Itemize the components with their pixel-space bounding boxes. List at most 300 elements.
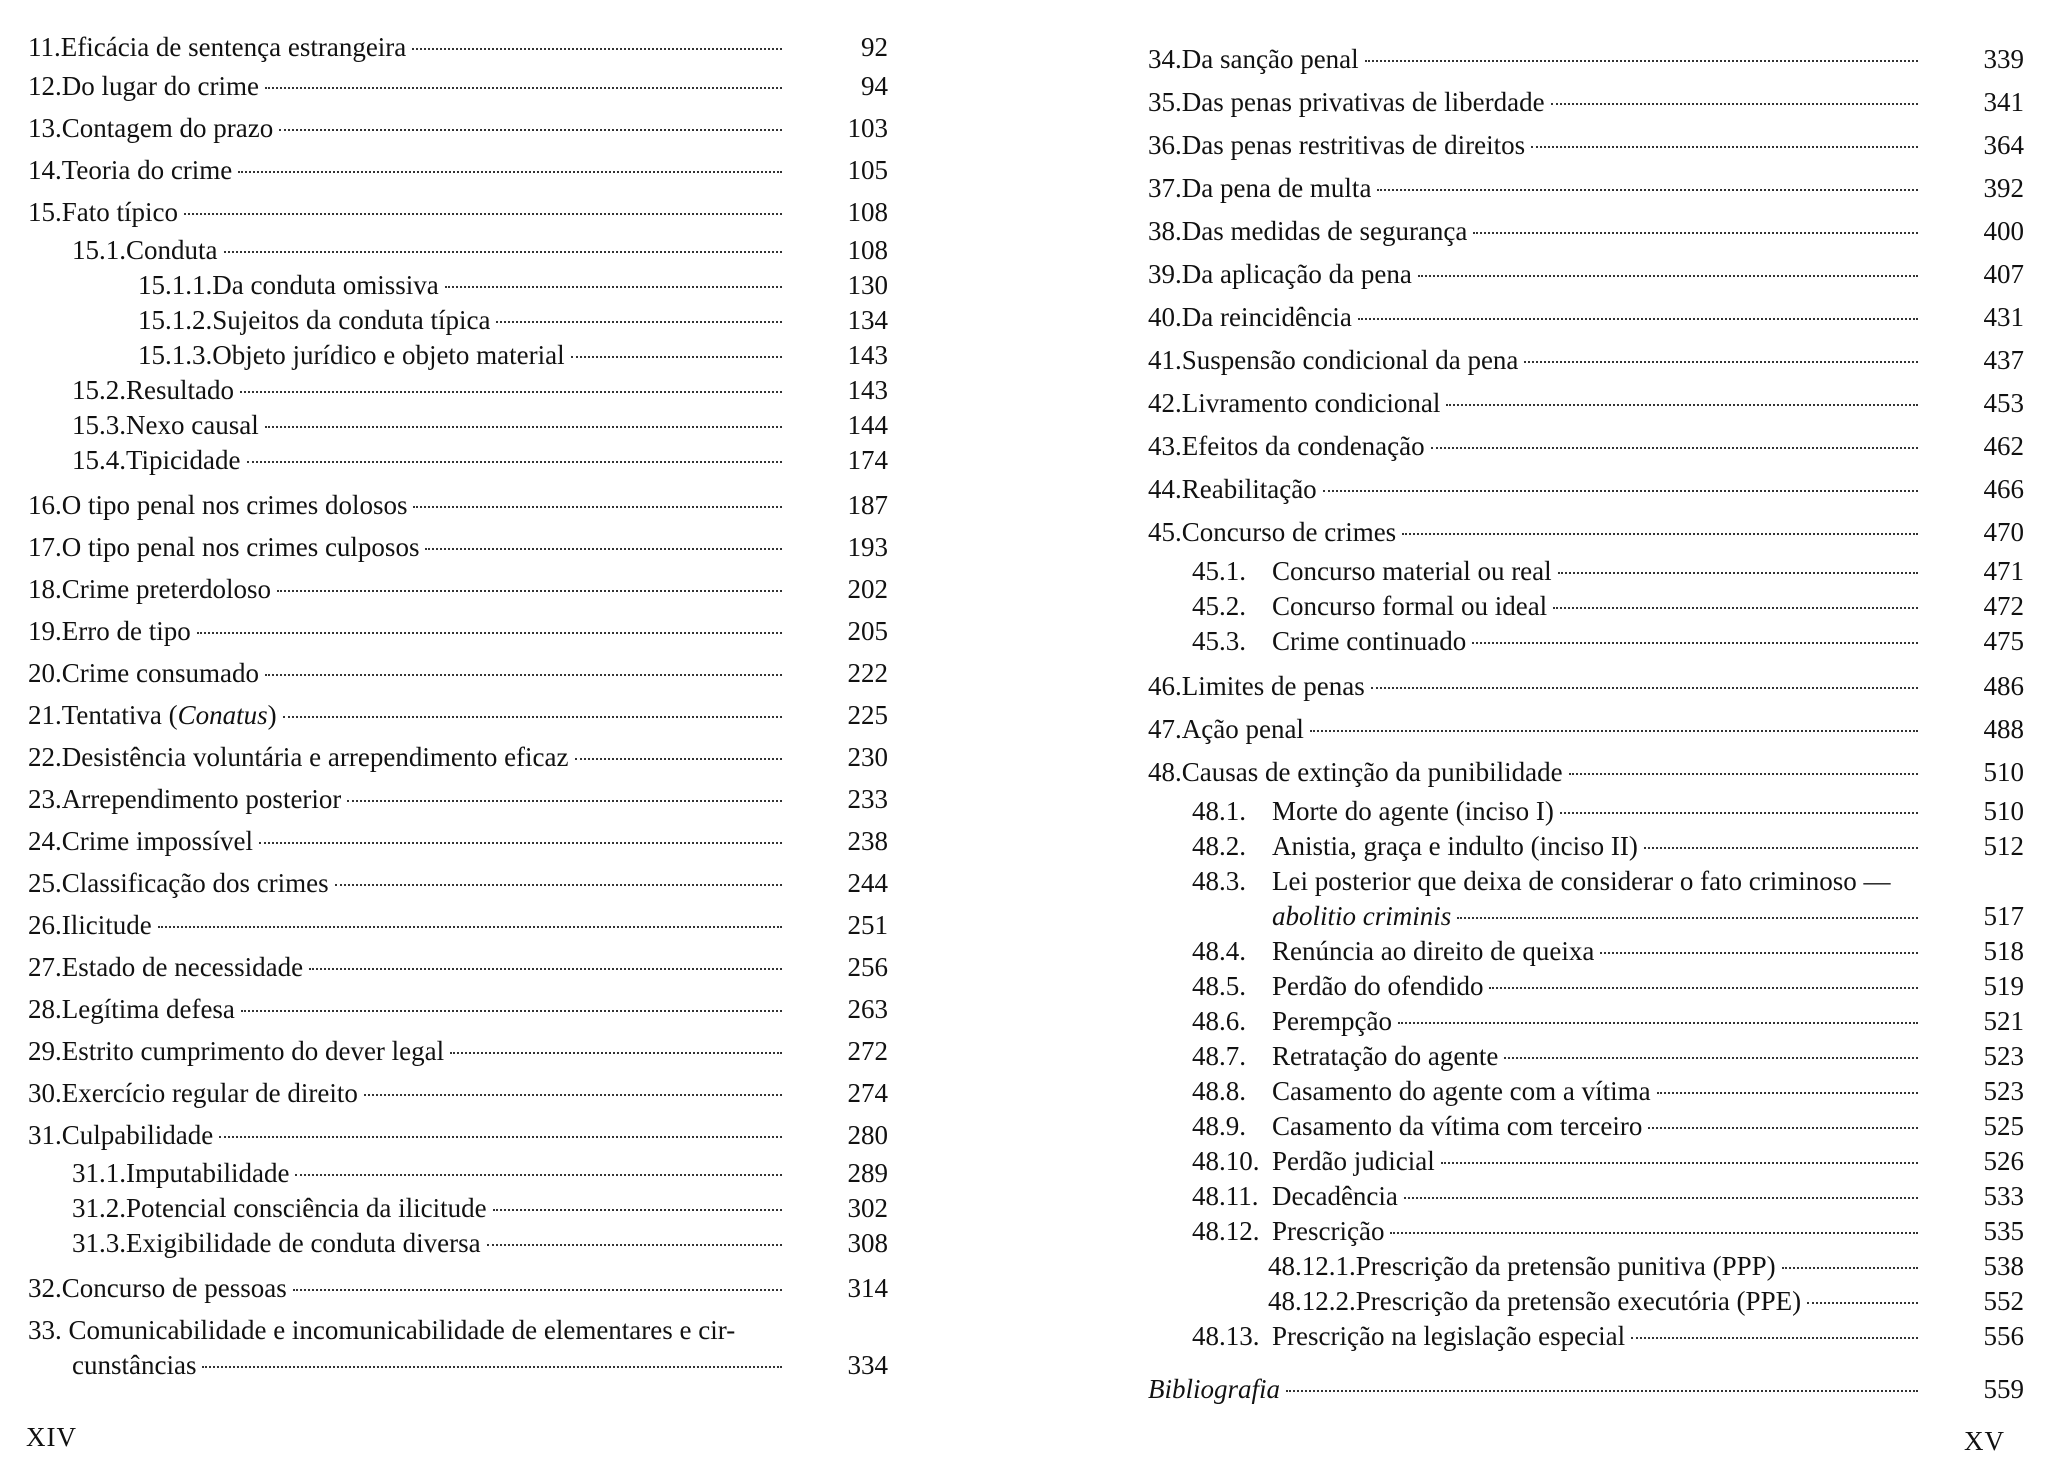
toc-entry-line xyxy=(28,1313,888,1348)
dot-leader xyxy=(1446,404,1918,406)
dot-leader xyxy=(238,171,782,173)
dot-leader xyxy=(1404,1197,1918,1199)
toc-entry-page: 238 xyxy=(847,826,888,856)
dot-leader xyxy=(425,548,782,550)
toc-entry-title: Casamento da vítima com terceiro xyxy=(1272,1111,1643,1141)
toc-entry-title: Perempção xyxy=(1272,1006,1392,1036)
toc-entry-number: 34. xyxy=(1148,44,1182,74)
dot-leader xyxy=(1558,572,1918,574)
toc-entry xyxy=(1148,1004,2024,1039)
toc-entry xyxy=(28,408,888,443)
toc-entry-title-continued: cunstâncias xyxy=(72,1350,197,1380)
dot-leader xyxy=(309,968,782,970)
toc-entry-number: 30. xyxy=(28,1078,62,1108)
toc-entry-number: 36. xyxy=(1148,130,1182,160)
toc-entry-page: 518 xyxy=(1983,936,2024,966)
toc-entry-number: 48.12.1. xyxy=(1268,1251,1356,1281)
dot-leader xyxy=(277,590,782,592)
dot-leader xyxy=(571,356,782,358)
toc-entry-title: Renúncia ao direito de queixa xyxy=(1272,936,1595,966)
toc-entry xyxy=(28,1114,888,1156)
toc-entry xyxy=(28,988,888,1030)
toc-entry xyxy=(28,946,888,988)
toc-entry-title: Potencial consciência da ilicitude xyxy=(126,1193,487,1223)
toc-entry-number: 48.9. xyxy=(1192,1111,1246,1141)
toc-entry-number: 19. xyxy=(28,616,62,646)
toc-entry-page: 244 xyxy=(847,868,888,898)
dot-leader xyxy=(1657,1092,1918,1094)
toc-entry-title: Nexo causal xyxy=(126,410,259,440)
toc-entry xyxy=(1148,1284,2024,1319)
dot-leader xyxy=(1553,607,1918,609)
toc-entry xyxy=(28,652,888,694)
toc-entry-number: 18. xyxy=(28,574,62,604)
dot-leader xyxy=(279,129,782,131)
toc-entry-number: 44. xyxy=(1148,474,1182,504)
toc-entry-number: 33. xyxy=(28,1315,69,1345)
toc-entry-number: 48.2. xyxy=(1192,831,1246,861)
dot-leader xyxy=(1551,103,1918,105)
toc-entry xyxy=(1148,1179,2024,1214)
toc-entry-page: 437 xyxy=(1983,345,2024,375)
toc-entry-number: 45.2. xyxy=(1192,591,1246,621)
toc-entry-page: 341 xyxy=(1983,87,2024,117)
toc-entry xyxy=(1148,511,2024,554)
toc-entry xyxy=(28,1191,888,1226)
toc-entry xyxy=(1148,1144,2024,1179)
dot-leader xyxy=(450,1052,782,1054)
toc-entry-title: Casamento do agente com a vítima xyxy=(1272,1076,1651,1106)
dot-leader xyxy=(1631,1337,1918,1339)
toc-entry-title: O tipo penal nos crimes culposos xyxy=(61,532,420,562)
toc-entry-page: 302 xyxy=(847,1193,888,1223)
toc-entry-page: 364 xyxy=(1983,130,2024,160)
toc-entry-page: 535 xyxy=(1983,1216,2024,1246)
dot-leader xyxy=(1431,447,1918,449)
toc-entry-title: Culpabilidade xyxy=(61,1120,214,1150)
toc-entry-title-continued: abolitio criminis xyxy=(1272,901,1452,931)
toc-entry-page: 230 xyxy=(847,742,888,772)
toc-entry-number: 26. xyxy=(28,910,62,940)
dot-leader xyxy=(1377,189,1918,191)
dot-leader xyxy=(1648,1127,1918,1129)
dot-leader xyxy=(1524,361,1918,363)
toc-entry-number: 35. xyxy=(1148,87,1182,117)
toc-entry-title: Da reincidência xyxy=(1181,302,1352,332)
toc-entry-title: Eficácia de sentença estrangeira xyxy=(60,32,407,62)
toc-entry-title: Da sanção penal xyxy=(1181,44,1359,74)
toc-entry xyxy=(1148,468,2024,511)
toc-entry-page: 334 xyxy=(847,1350,888,1380)
toc-entry-page: 523 xyxy=(1983,1076,2024,1106)
toc-entry-page: 108 xyxy=(847,197,888,227)
toc-entry-number: 15.1.3. xyxy=(138,340,213,370)
dot-leader xyxy=(265,426,782,428)
toc-entry-number: 15.3. xyxy=(72,410,126,440)
toc-entry xyxy=(28,338,888,373)
dot-leader xyxy=(293,1289,782,1291)
toc-entry-title: Sujeitos da conduta típica xyxy=(212,305,491,335)
dot-leader xyxy=(364,1094,782,1096)
toc-entry xyxy=(1148,1074,2024,1109)
toc-entry-page: 400 xyxy=(1983,216,2024,246)
dot-leader xyxy=(1807,1302,1918,1304)
toc-entry-title: Estado de necessidade xyxy=(61,952,304,982)
toc-entry-page: 222 xyxy=(847,658,888,688)
toc-entry-title: Concurso de crimes xyxy=(1181,517,1397,547)
dot-leader xyxy=(1473,232,1918,234)
toc-entry-number: 31.3. xyxy=(72,1228,126,1258)
toc-entry-title: Anistia, graça e indulto (inciso II) xyxy=(1272,831,1638,861)
toc-entry-page: 94 xyxy=(861,71,888,101)
toc-entry xyxy=(28,862,888,904)
toc-entry-number: 20. xyxy=(28,658,62,688)
toc-entry-page: 521 xyxy=(1983,1006,2024,1036)
toc-entry-page: 143 xyxy=(847,340,888,370)
toc-entry xyxy=(28,1030,888,1072)
toc-entry-page: 475 xyxy=(1983,626,2024,656)
toc-entry xyxy=(28,268,888,303)
toc-entry-page: 488 xyxy=(1983,714,2024,744)
toc-entry-title: Perdão do ofendido xyxy=(1272,971,1484,1001)
dot-leader xyxy=(1531,146,1918,148)
toc-entry-number: 21. xyxy=(28,700,62,730)
dot-leader xyxy=(1472,642,1918,644)
toc-entry-title: Das penas restritivas de direitos xyxy=(1181,130,1526,160)
dot-leader xyxy=(493,1209,782,1211)
dot-leader xyxy=(240,391,782,393)
title-text: Tentativa ( xyxy=(61,700,178,730)
toc-entry-page: 108 xyxy=(847,235,888,265)
title-italic-text: Conatus xyxy=(177,700,268,730)
toc-entry-title: Concurso de pessoas xyxy=(61,1273,287,1303)
dot-leader xyxy=(413,506,782,508)
toc-entry-title: Ação penal xyxy=(1181,714,1304,744)
dot-leader xyxy=(412,48,782,50)
dot-leader xyxy=(445,286,782,288)
toc-entry-page: 233 xyxy=(847,784,888,814)
toc-entry-title: Da conduta omissiva xyxy=(212,270,439,300)
toc-entry xyxy=(1148,1368,2024,1411)
toc-entry xyxy=(28,443,888,478)
toc-entry-title: Prescrição xyxy=(1272,1216,1385,1246)
toc-entry xyxy=(1148,425,2024,468)
dot-leader xyxy=(1402,533,1918,535)
toc-entry-number: 16. xyxy=(28,490,62,520)
dot-leader xyxy=(247,461,783,463)
dot-leader xyxy=(283,716,782,718)
toc-entry-page: 510 xyxy=(1983,796,2024,826)
toc-entry-title: Prescrição na legislação especial xyxy=(1272,1321,1626,1351)
toc-entry-page: 431 xyxy=(1983,302,2024,332)
toc-entry-number: 22. xyxy=(28,742,62,772)
toc-entry-number: 48.8. xyxy=(1192,1076,1246,1106)
toc-entry-number: 48.4. xyxy=(1192,936,1246,966)
toc-entry-title: Perdão judicial xyxy=(1272,1146,1435,1176)
dot-leader xyxy=(224,251,783,253)
dot-leader xyxy=(1441,1162,1918,1164)
toc-entry-page: 130 xyxy=(847,270,888,300)
toc-entry-page: 289 xyxy=(847,1158,888,1188)
toc-entry-number: 40. xyxy=(1148,302,1182,332)
toc-entry-page: 407 xyxy=(1983,259,2024,289)
toc-entry-number: 43. xyxy=(1148,431,1182,461)
toc-entry-number: 15.1.1. xyxy=(138,270,213,300)
toc-entry-page: 274 xyxy=(847,1078,888,1108)
dot-leader xyxy=(1644,847,1918,849)
dot-leader xyxy=(1489,987,1918,989)
toc-entry xyxy=(1148,1109,2024,1144)
toc-entry-title: Causas de extinção da punibilidade xyxy=(1181,757,1563,787)
toc-entry xyxy=(1148,210,2024,253)
right-page xyxy=(1024,0,2048,1472)
toc-entry-title: Comunicabilidade e incomunicabilidade de elementares e cir- xyxy=(68,1315,736,1345)
toc-entry-number: 31.1. xyxy=(72,1158,126,1188)
toc-entry-title: Crime consumado xyxy=(61,658,259,688)
toc-entry-title: Ilicitude xyxy=(61,910,152,940)
dot-leader xyxy=(1504,1057,1918,1059)
toc-entry xyxy=(1148,794,2024,829)
toc-entry-page: 256 xyxy=(847,952,888,982)
dot-leader xyxy=(1569,773,1918,775)
toc-entry-title: Limites de penas xyxy=(1181,671,1365,701)
toc-entry-page: 339 xyxy=(1983,44,2024,74)
toc-entry-page: 517 xyxy=(1983,901,2024,931)
toc-entry-page: 174 xyxy=(847,445,888,475)
dot-leader xyxy=(575,758,782,760)
toc-entry-title: Arrependimento posterior xyxy=(61,784,342,814)
toc-entry xyxy=(28,66,888,107)
toc-entry-page: 272 xyxy=(847,1036,888,1066)
dot-leader xyxy=(347,800,782,802)
toc-entry xyxy=(1148,969,2024,1004)
toc-entry-title: Da pena de multa xyxy=(1181,173,1372,203)
toc-entry xyxy=(1148,124,2024,167)
dot-leader xyxy=(197,632,782,634)
toc-entry xyxy=(1148,1249,2024,1284)
toc-entry-page: 225 xyxy=(847,700,888,730)
toc-entry-page: 486 xyxy=(1983,671,2024,701)
toc-entry-page: 202 xyxy=(847,574,888,604)
toc-entry-title: Decadência xyxy=(1272,1181,1398,1211)
toc-entry xyxy=(1148,382,2024,425)
toc-entry-title: Morte do agente (inciso I) xyxy=(1272,796,1554,826)
toc-entry xyxy=(1148,708,2024,751)
dot-leader xyxy=(1310,730,1918,732)
toc-entry-title: Reabilitação xyxy=(1181,474,1317,504)
dot-leader xyxy=(259,842,782,844)
toc-entry-page: 556 xyxy=(1983,1321,2024,1351)
page-number-left: XIV xyxy=(26,1422,77,1452)
toc-entry xyxy=(1148,751,2024,794)
toc-entry-page: 263 xyxy=(847,994,888,1024)
toc-entry-number: 37. xyxy=(1148,173,1182,203)
toc-entry-number: 15.1.2. xyxy=(138,305,213,335)
toc-entry-number: 48.13. xyxy=(1192,1321,1260,1351)
dot-leader xyxy=(265,674,782,676)
table-of-contents-right xyxy=(1148,38,2024,1411)
toc-entry-title: Suspensão condicional da pena xyxy=(1181,345,1519,375)
toc-entry-page: 187 xyxy=(847,490,888,520)
toc-entry-title: Das medidas de segurança xyxy=(1181,216,1468,246)
toc-entry-title: Crime preterdoloso xyxy=(61,574,271,604)
toc-entry-number: 28. xyxy=(28,994,62,1024)
toc-entry-page: 251 xyxy=(847,910,888,940)
dot-leader xyxy=(1398,1022,1918,1024)
toc-entry-page: 462 xyxy=(1983,431,2024,461)
toc-entry-page: 510 xyxy=(1983,757,2024,787)
toc-entry-page: 471 xyxy=(1983,556,2024,586)
toc-entry-title: Desistência voluntária e arrependimento eficaz xyxy=(61,742,569,772)
dot-leader xyxy=(335,884,782,886)
toc-entry-title: Crime impossível xyxy=(61,826,253,856)
toc-entry xyxy=(28,1226,888,1261)
dot-leader xyxy=(219,1136,782,1138)
toc-entry xyxy=(1148,1039,2024,1074)
toc-entry-number: 15.1. xyxy=(72,235,126,265)
toc-entry xyxy=(28,233,888,268)
toc-entry-title: Conduta xyxy=(126,235,218,265)
toc-entry-number: 48. xyxy=(1148,757,1182,787)
toc-entry xyxy=(28,107,888,149)
toc-entry-title: Imputabilidade xyxy=(126,1158,290,1188)
toc-entry xyxy=(28,373,888,408)
toc-entry-number: 48.6. xyxy=(1192,1006,1246,1036)
dot-leader xyxy=(487,1244,782,1246)
toc-entry xyxy=(1148,554,2024,589)
dot-leader xyxy=(1600,952,1918,954)
toc-entry-page: 134 xyxy=(847,305,888,335)
title-after-text: ) xyxy=(267,700,277,730)
toc-entry-title: Estrito cumprimento do dever legal xyxy=(61,1036,445,1066)
toc-entry-page: 308 xyxy=(847,1228,888,1258)
toc-entry xyxy=(1148,339,2024,382)
toc-entry xyxy=(28,694,888,736)
dot-leader xyxy=(1365,60,1918,62)
dot-leader xyxy=(1782,1267,1918,1269)
toc-entry xyxy=(1148,81,2024,124)
toc-entry-title: Retratação do agente xyxy=(1272,1041,1499,1071)
toc-entry-number: 31. xyxy=(28,1120,62,1150)
page-number-right: XV xyxy=(1964,1426,2005,1456)
toc-entry-page: 392 xyxy=(1983,173,2024,203)
toc-entry-number: 15. xyxy=(28,197,62,227)
toc-entry-number: 11. xyxy=(28,32,61,62)
dot-leader xyxy=(184,213,782,215)
toc-entry-number: 48.12. xyxy=(1192,1216,1260,1246)
toc-entry-title: O tipo penal nos crimes dolosos xyxy=(61,490,408,520)
toc-entry-title: Objeto jurídico e objeto material xyxy=(212,340,565,370)
toc-entry-page: 559 xyxy=(1983,1374,2024,1404)
toc-entry-number: 24. xyxy=(28,826,62,856)
toc-entry xyxy=(1148,167,2024,210)
toc-entry xyxy=(1148,934,2024,969)
toc-entry-title: Contagem do prazo xyxy=(61,113,274,143)
toc-entry-number: 45.1. xyxy=(1192,556,1246,586)
dot-leader xyxy=(1418,275,1918,277)
toc-entry-title: Teoria do crime xyxy=(61,155,233,185)
toc-entry-title: Erro de tipo xyxy=(61,616,191,646)
toc-entry xyxy=(28,904,888,946)
toc-entry-number: 48.7. xyxy=(1192,1041,1246,1071)
toc-entry-number: 48.5. xyxy=(1192,971,1246,1001)
toc-entry-number: 15.4. xyxy=(72,445,126,475)
toc-entry-number: 48.10. xyxy=(1192,1146,1260,1176)
toc-entry-title: Classificação dos crimes xyxy=(61,868,329,898)
dot-leader xyxy=(1560,812,1918,814)
toc-entry xyxy=(28,191,888,233)
dot-leader xyxy=(265,87,782,89)
toc-entry-title: Das penas privativas de liberdade xyxy=(1181,87,1545,117)
toc-entry-page: 143 xyxy=(847,375,888,405)
toc-entry xyxy=(28,1072,888,1114)
toc-entry xyxy=(1148,1319,2024,1354)
toc-entry-number: 45. xyxy=(1148,517,1182,547)
toc-entry-page: 552 xyxy=(1983,1286,2024,1316)
toc-entry-title: Fato típico xyxy=(61,197,178,227)
toc-entry-number: 23. xyxy=(28,784,62,814)
table-of-contents-left xyxy=(28,28,888,1383)
toc-entry-title: Da aplicação da pena xyxy=(1181,259,1412,289)
toc-entry-number: 12. xyxy=(28,71,62,101)
toc-entry-number: 41. xyxy=(1148,345,1182,375)
toc-entry-number: 45.3. xyxy=(1192,626,1246,656)
toc-entry-page: 512 xyxy=(1983,831,2024,861)
toc-entry xyxy=(28,736,888,778)
toc-entry-page: 105 xyxy=(847,155,888,185)
dot-leader xyxy=(1323,490,1918,492)
toc-entry-page: 472 xyxy=(1983,591,2024,621)
toc-entry-page: 525 xyxy=(1983,1111,2024,1141)
toc-entry xyxy=(28,568,888,610)
toc-entry xyxy=(28,1313,888,1383)
toc-entry xyxy=(28,610,888,652)
toc-entry xyxy=(1148,665,2024,708)
dot-leader xyxy=(1358,318,1918,320)
toc-entry-page: 470 xyxy=(1983,517,2024,547)
toc-entry-title: Prescrição da pretensão punitiva (PPP) xyxy=(1355,1251,1776,1281)
toc-entry xyxy=(1148,864,2024,934)
toc-entry-number: 46. xyxy=(1148,671,1182,701)
toc-entry-page: 523 xyxy=(1983,1041,2024,1071)
toc-entry-number: 29. xyxy=(28,1036,62,1066)
toc-entry xyxy=(1148,589,2024,624)
toc-entry xyxy=(1148,829,2024,864)
toc-entry-title: Efeitos da condenação xyxy=(1181,431,1425,461)
toc-entry-number: 39. xyxy=(1148,259,1182,289)
toc-entry-page: 205 xyxy=(847,616,888,646)
toc-entry-number: 48.12.2. xyxy=(1268,1286,1356,1316)
toc-entry-title: Prescrição da pretensão executória (PPE) xyxy=(1355,1286,1802,1316)
toc-entry-number: 42. xyxy=(1148,388,1182,418)
dot-leader xyxy=(241,1010,782,1012)
toc-entry xyxy=(28,1267,888,1309)
toc-entry-page: 526 xyxy=(1983,1146,2024,1176)
toc-entry-number: 17. xyxy=(28,532,62,562)
toc-entry-number: 32. xyxy=(28,1273,62,1303)
toc-entry-line xyxy=(1192,864,2024,899)
dot-leader xyxy=(1286,1390,1918,1392)
toc-entry-title: Concurso material ou real xyxy=(1272,556,1552,586)
toc-entry-title: Exigibilidade de conduta diversa xyxy=(126,1228,481,1258)
toc-entry-page: 280 xyxy=(847,1120,888,1150)
toc-entry-title: Livramento condicional xyxy=(1181,388,1441,418)
dot-leader xyxy=(202,1366,782,1368)
toc-entry-title: Bibliografia xyxy=(1148,1374,1281,1404)
toc-entry-number: 25. xyxy=(28,868,62,898)
toc-entry-number: 27. xyxy=(28,952,62,982)
toc-entry-line xyxy=(28,1348,888,1383)
